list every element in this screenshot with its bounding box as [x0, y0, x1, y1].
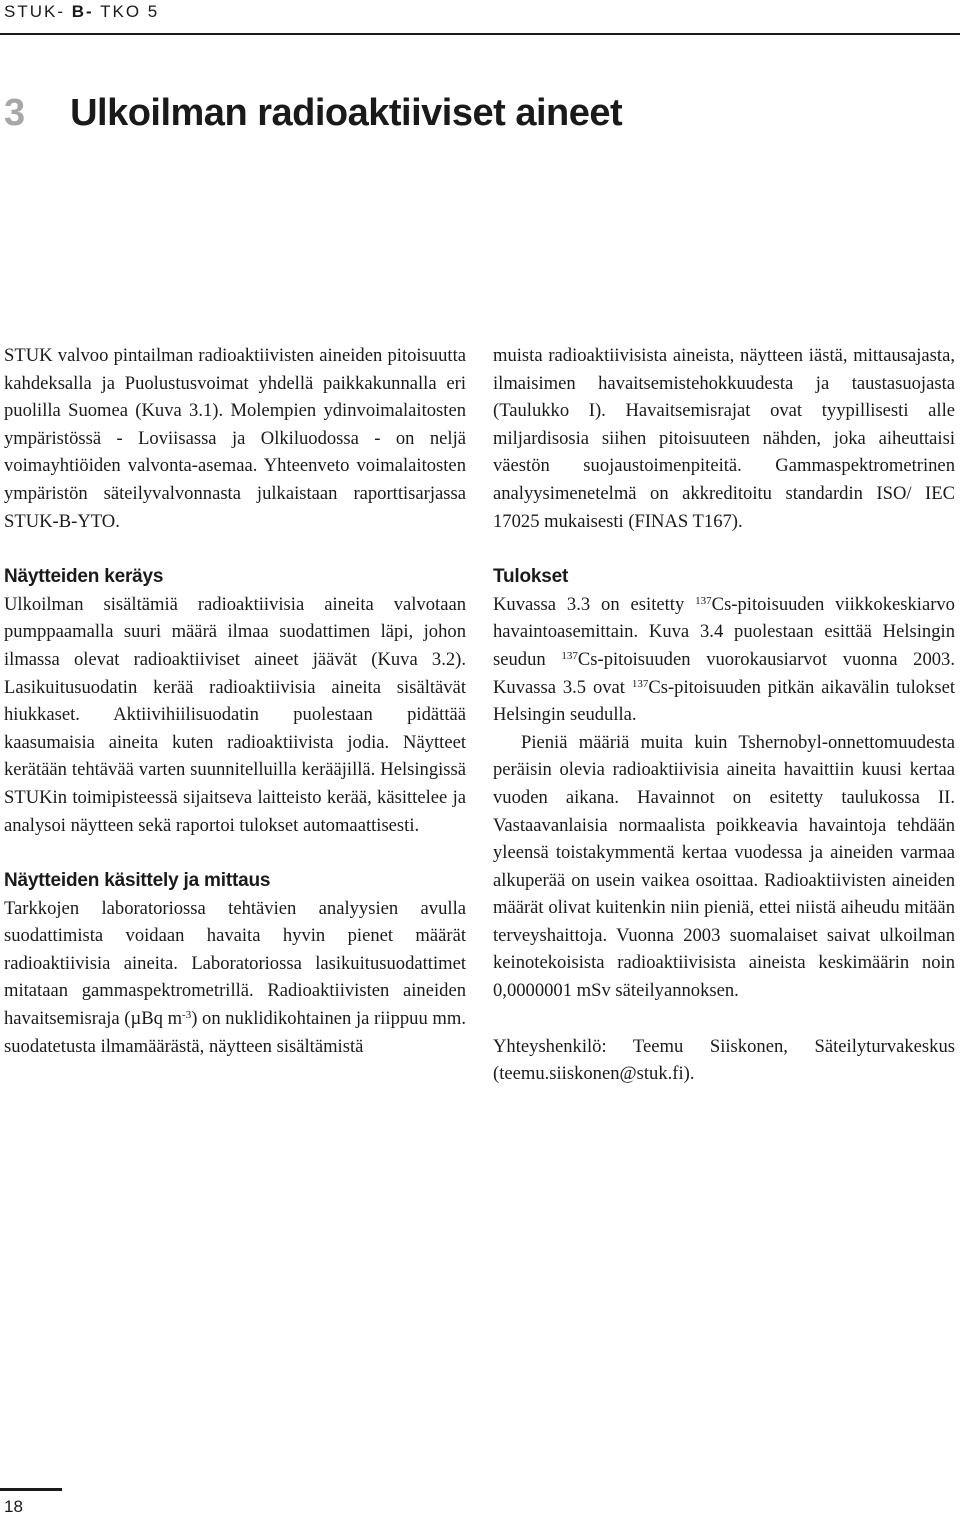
chapter-heading [4, 92, 622, 135]
collection-paragraph: Ulkoilman sisältämiä radioaktiivisia aineita valvotaan pumppaamalla suuri määrä ilmaa suodattimen läpi, johon ilmassa olevat radioaktiiviset aineet jäävät (Kuva 3.2). Lasikuitusuodatin kerää radioaktiivisia aineita sisältävät hiukkaset. Aktiivihiilisuodatin puolestaan pidättää kaasumaisia aineita kuten radioaktiivista jodia. Näytteet kerätään tehtävää varten suunnitelluilla kerääjillä. Helsingissä STUKin toimipisteessä sijaitseva laitteisto kerää, käsittelee ja analysoi näytteen sekä raportoi tulokset automaattisesti. [4, 593, 466, 836]
processing-text-a: Tarkkojen laboratoriossa tehtävien analyysien avulla suodattimista voidaan havaita hyvin pienet määrät radioaktiivisia aineita. Laboratoriossa lasikuitusuodattimet mitataan gammaspektrometrillä. Radioaktiivisten aineiden havaitsemisraja (µBq m [4, 897, 466, 1030]
page-number: 18 [4, 1497, 23, 1516]
heading-sample-processing: Näytteiden käsittely ja mittaus [4, 870, 271, 892]
header-rule [0, 33, 960, 35]
results-text-b: Cs-pitoisuuden viikkokeskiarvo havaintoasemittain. Kuva 3.4 puolestaan esittää Helsingin seudun [493, 593, 955, 670]
series-b: B- [71, 2, 94, 21]
continued-paragraph: muista radioaktiivisista aineista, näytteen iästä, mittausajasta, ilmaisimen havaitsemistehokkuudesta ja taustasuojasta (Taulukko I). Havaitsemisrajat ovat tyypillisesti alle miljardisosia siihen pitoisuuteen nähden, joka aiheuttaisi väestön suojaustoimenpiteitä. Gammaspektrometrinen analyysimenetelmä on akkreditoitu standardin ISO/ IEC 17025 mukaisesti (FINAS T167). [493, 345, 955, 532]
heading-results: Tulokset [493, 566, 569, 588]
footer-rule [0, 1488, 62, 1491]
chapter-title: Ulkoilman radioaktiiviset aineet [70, 92, 623, 134]
observations-paragraph: Pieniä määriä muita kuin Tshernobyl-onnettomuudesta peräisin olevia radioaktiivisia aineita havaittiin kuusi kertaa vuoden aikana. Havainnot on esitetty taulukossa II. Vastaavanlaisia normaalista poikkeavia havaintoja tehdään yleensä toistakymmentä kertaa vuodessa ja aineiden varmaa alkuperää on usein vaikea osoittaa. Radioaktiivisten aineiden määrät olivat kuitenkin niin pieniä, ettei niistä aiheudu mitään terveyshaittoja. Vuonna 2003 suomalaiset saivat ulkoilman keinotekoisista radioaktiivisista aineista keskimäärin noin 0,0000001 mSv säteilyannoksen. [493, 731, 955, 1002]
processing-text-b: ) on nuklidikohtainen ja riippuu mm. suodatetusta ilmamäärästä, näytteen sisältämistä [4, 1008, 466, 1057]
series-stuk: STUK- [4, 2, 65, 21]
results-text-d: Cs-pitoisuuden pitkän aikavälin tulokset Helsingin seudulla. [493, 676, 955, 726]
results-text-c: Cs-pitoisuuden vuorokausiarvot vuonna 2003. Kuvassa 3.5 ovat [493, 648, 956, 698]
right-column [493, 342, 955, 1088]
cs-isotope-superscript-1: 137 [695, 594, 712, 607]
left-column [4, 342, 466, 1060]
chapter-number: 3 [4, 92, 25, 134]
cs-isotope-superscript-3: 137 [631, 677, 649, 690]
results-paragraph [493, 591, 955, 729]
intro-paragraph: STUK valvoo pintailman radioaktiivisten aineiden pitoisuutta kahdeksalla ja Puolustusvoimat yhdellä paikkakunnalla eri puolilla Suomea (Kuva 3.1). Molempien ydinvoimalaitosten ympäristössä - Loviisassa ja Olkiluodossa - on neljä voimayhtiöiden valvonta-asemaa. Yhteenveto voimalaitosten ympäristön säteilyvalvonnasta julkaistaan raporttisarjassa STUK-B-YTO. [4, 345, 466, 532]
processing-paragraph [4, 895, 466, 1061]
heading-sample-collection: Näytteiden keräys [4, 566, 164, 588]
processing-unit-exponent: -3 [182, 1009, 192, 1022]
results-text-a: Kuvassa 3.3 on esitetty [493, 593, 696, 615]
cs-isotope-superscript-2: 137 [561, 649, 578, 662]
series-tko: TKO 5 [100, 2, 160, 21]
series-header [4, 2, 159, 22]
contact-person: Yhteyshenkilö: Teemu Siiskonen, Säteilyturvakeskus (teemu.siiskonen@stuk.fi). [493, 1035, 955, 1085]
